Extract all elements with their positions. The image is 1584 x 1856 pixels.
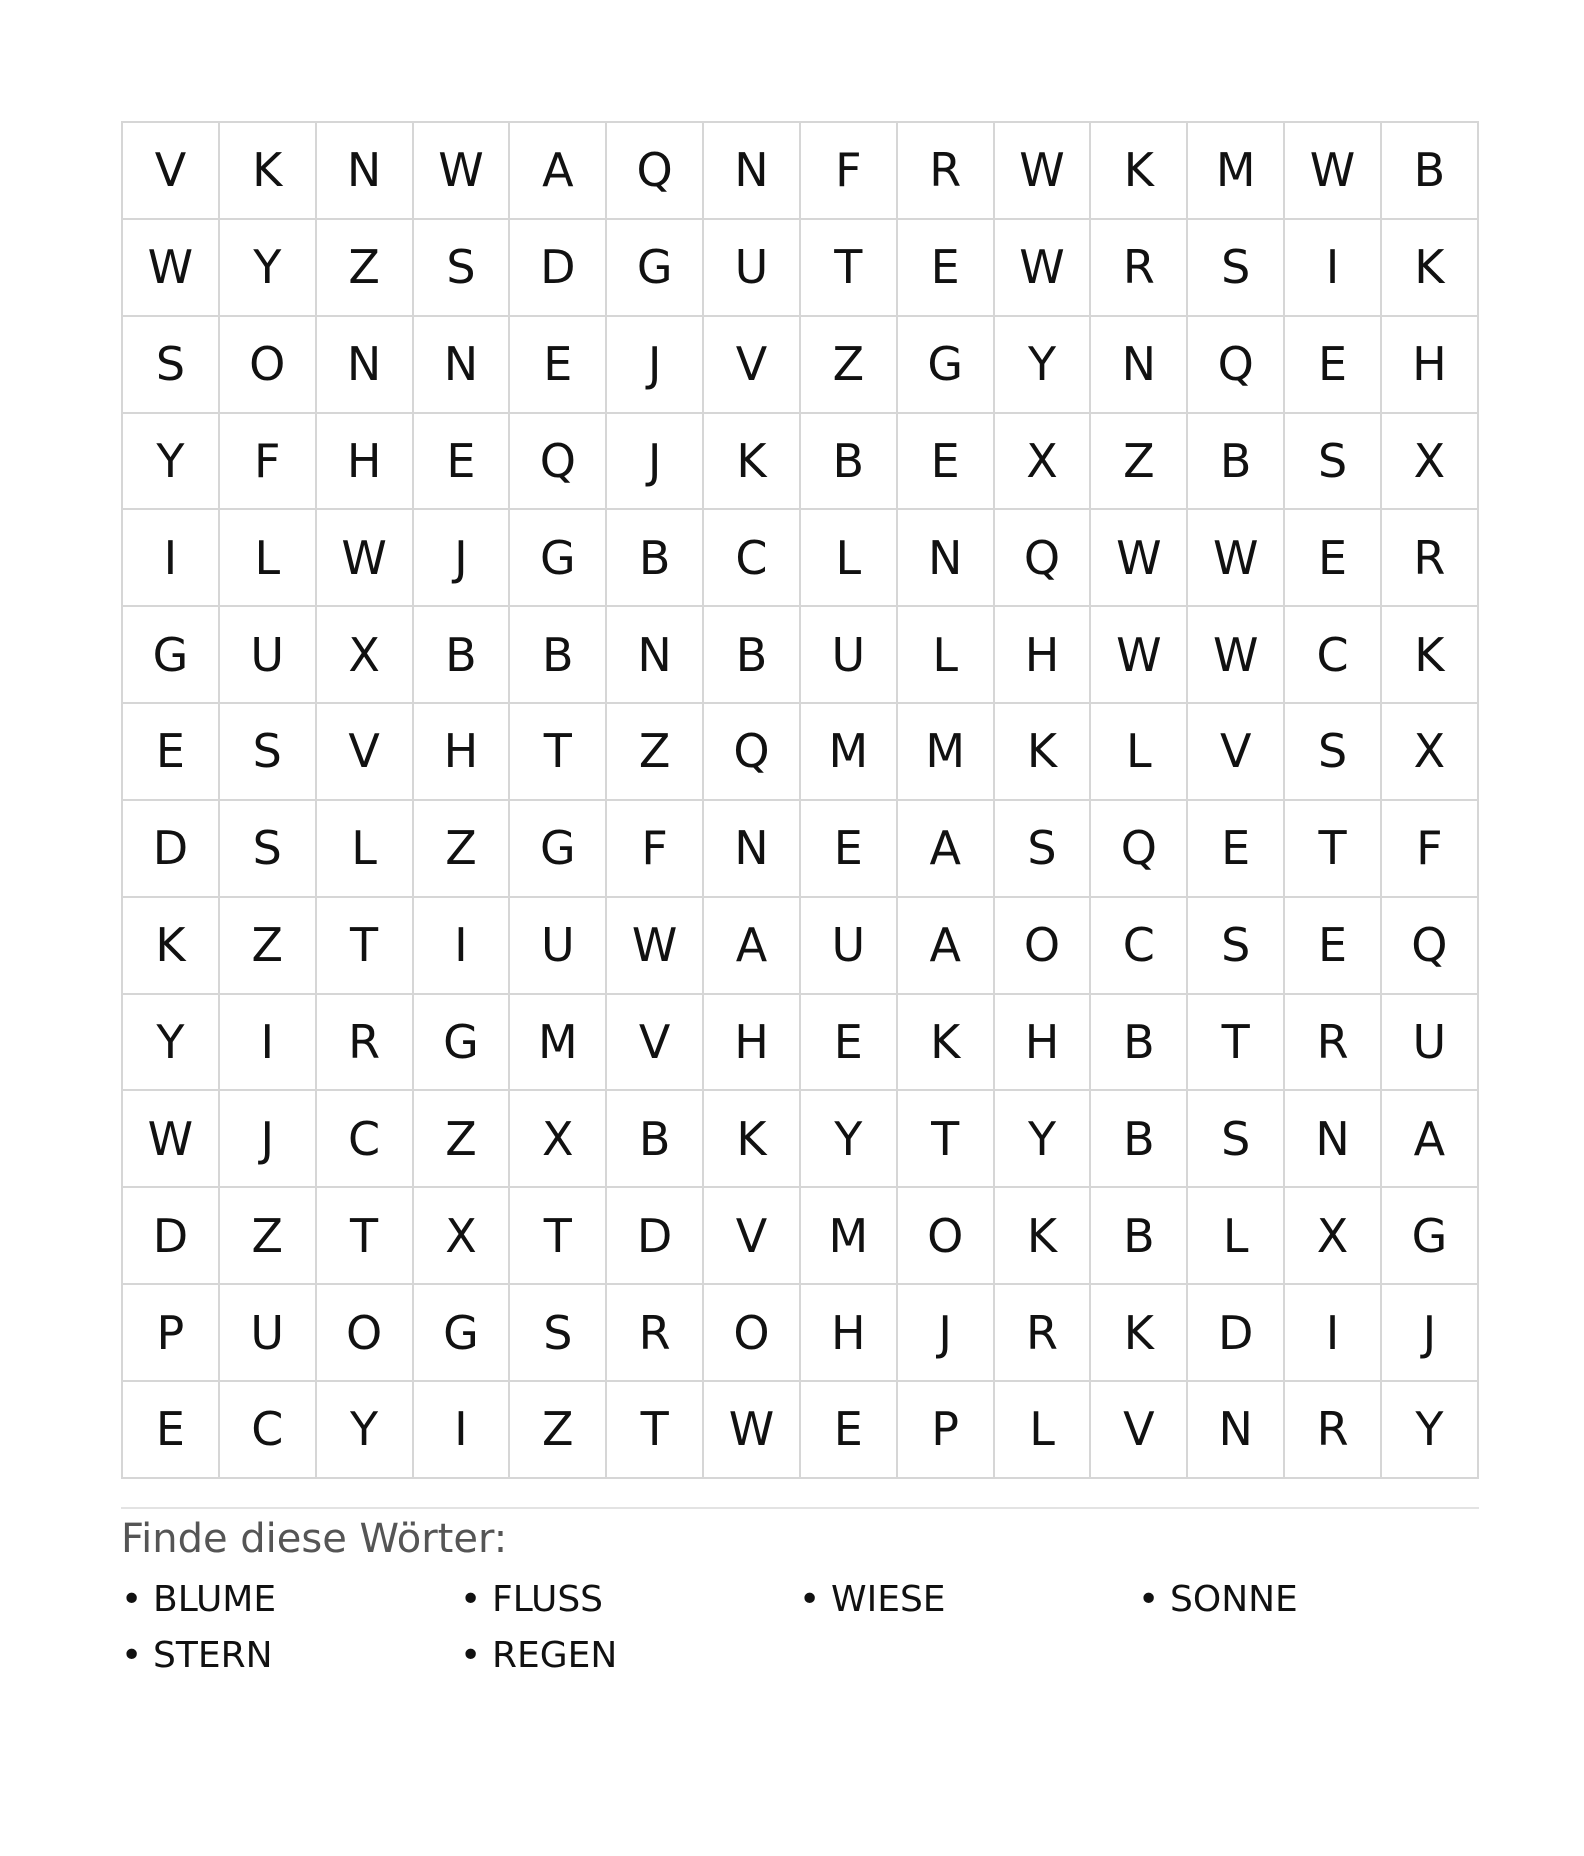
- grid-cell[interactable]: C: [1285, 607, 1382, 704]
- grid-cell[interactable]: Q: [704, 704, 801, 801]
- word-list-item: [460, 1577, 799, 1623]
- grid-cell[interactable]: Z: [220, 1188, 317, 1285]
- grid-cell[interactable]: M: [510, 995, 607, 1092]
- grid-cell[interactable]: R: [898, 123, 995, 220]
- grid-cell[interactable]: D: [510, 220, 607, 317]
- grid-cell[interactable]: P: [123, 1285, 220, 1382]
- word-label: BLUME: [153, 1578, 277, 1620]
- grid-cell[interactable]: X: [1382, 704, 1479, 801]
- grid-cell[interactable]: K: [1382, 607, 1479, 704]
- grid-cell[interactable]: S: [1188, 220, 1285, 317]
- grid-cell[interactable]: X: [317, 607, 414, 704]
- grid-cell[interactable]: D: [123, 1188, 220, 1285]
- grid-cell[interactable]: Q: [995, 510, 1092, 607]
- grid-cell[interactable]: Z: [510, 1382, 607, 1479]
- grid-cell[interactable]: D: [607, 1188, 704, 1285]
- grid-cell[interactable]: Y: [995, 317, 1092, 414]
- grid-cell[interactable]: Z: [801, 317, 898, 414]
- grid-cell[interactable]: J: [898, 1285, 995, 1382]
- grid-cell[interactable]: W: [317, 510, 414, 607]
- grid-cell[interactable]: S: [220, 801, 317, 898]
- grid-cell[interactable]: K: [704, 1091, 801, 1188]
- word-list-item: [1138, 1577, 1477, 1623]
- word-list-item: [121, 1633, 460, 1679]
- grid-cell[interactable]: F: [607, 801, 704, 898]
- word-label: FLUSS: [492, 1578, 604, 1620]
- grid-cell[interactable]: S: [510, 1285, 607, 1382]
- grid-cell[interactable]: B: [704, 607, 801, 704]
- grid-cell[interactable]: Y: [123, 414, 220, 511]
- grid-cell[interactable]: A: [510, 123, 607, 220]
- grid-cell[interactable]: T: [898, 1091, 995, 1188]
- grid-cell[interactable]: W: [123, 1091, 220, 1188]
- grid-cell[interactable]: Y: [220, 220, 317, 317]
- bullet-icon: •: [460, 1578, 482, 1620]
- grid-cell[interactable]: B: [801, 414, 898, 511]
- grid-cell[interactable]: N: [317, 317, 414, 414]
- grid-cell[interactable]: R: [1091, 220, 1188, 317]
- grid-cell[interactable]: J: [414, 510, 511, 607]
- grid-cell[interactable]: M: [801, 1188, 898, 1285]
- grid-cell[interactable]: I: [220, 995, 317, 1092]
- grid-cell[interactable]: X: [995, 414, 1092, 511]
- grid-cell[interactable]: S: [1188, 1091, 1285, 1188]
- grid-cell[interactable]: I: [414, 1382, 511, 1479]
- grid-cell[interactable]: G: [898, 317, 995, 414]
- word-list-item: [121, 1577, 460, 1623]
- grid-cell[interactable]: E: [414, 414, 511, 511]
- grid-cell[interactable]: O: [704, 1285, 801, 1382]
- grid-cell[interactable]: W: [1285, 123, 1382, 220]
- grid-cell[interactable]: O: [898, 1188, 995, 1285]
- grid-cell[interactable]: U: [220, 607, 317, 704]
- grid-cell[interactable]: M: [1188, 123, 1285, 220]
- grid-cell[interactable]: K: [995, 704, 1092, 801]
- letter-grid: [121, 121, 1479, 1479]
- grid-cell[interactable]: H: [704, 995, 801, 1092]
- grid-cell[interactable]: W: [607, 898, 704, 995]
- grid-cell[interactable]: R: [1285, 1382, 1382, 1479]
- grid-cell[interactable]: F: [801, 123, 898, 220]
- grid-cell[interactable]: B: [1091, 1091, 1188, 1188]
- grid-cell[interactable]: E: [510, 317, 607, 414]
- grid-cell[interactable]: D: [123, 801, 220, 898]
- grid-cell[interactable]: K: [1091, 123, 1188, 220]
- grid-cell[interactable]: B: [607, 510, 704, 607]
- grid-cell[interactable]: T: [510, 704, 607, 801]
- grid-cell[interactable]: G: [510, 801, 607, 898]
- grid-cell[interactable]: R: [995, 1285, 1092, 1382]
- grid-cell[interactable]: K: [1091, 1285, 1188, 1382]
- grid-cell[interactable]: S: [1188, 898, 1285, 995]
- grid-cell[interactable]: U: [801, 607, 898, 704]
- words-title: Finde diese Wörter:: [121, 1515, 508, 1562]
- grid-cell[interactable]: G: [414, 995, 511, 1092]
- grid-cell[interactable]: S: [1285, 704, 1382, 801]
- grid-cell[interactable]: C: [704, 510, 801, 607]
- grid-cell[interactable]: B: [414, 607, 511, 704]
- grid-cell[interactable]: Y: [1382, 1382, 1479, 1479]
- grid-cell[interactable]: V: [704, 1188, 801, 1285]
- grid-cell[interactable]: L: [898, 607, 995, 704]
- grid-cell[interactable]: P: [898, 1382, 995, 1479]
- grid-cell[interactable]: A: [898, 898, 995, 995]
- grid-cell[interactable]: S: [220, 704, 317, 801]
- grid-cell[interactable]: V: [704, 317, 801, 414]
- grid-cell[interactable]: X: [1382, 414, 1479, 511]
- grid-cell[interactable]: J: [607, 317, 704, 414]
- grid-cell[interactable]: B: [1091, 995, 1188, 1092]
- grid-cell[interactable]: J: [1382, 1285, 1479, 1382]
- grid-cell[interactable]: R: [317, 995, 414, 1092]
- grid-cell[interactable]: B: [607, 1091, 704, 1188]
- grid-cell[interactable]: N: [704, 801, 801, 898]
- grid-cell[interactable]: L: [1091, 704, 1188, 801]
- grid-cell[interactable]: S: [995, 801, 1092, 898]
- grid-cell[interactable]: E: [1188, 801, 1285, 898]
- grid-cell[interactable]: W: [1091, 510, 1188, 607]
- word-label: STERN: [153, 1634, 273, 1676]
- grid-cell[interactable]: W: [995, 220, 1092, 317]
- grid-cell[interactable]: Z: [607, 704, 704, 801]
- grid-cell[interactable]: Q: [1091, 801, 1188, 898]
- grid-cell[interactable]: E: [123, 704, 220, 801]
- grid-cell[interactable]: X: [1285, 1188, 1382, 1285]
- grid-cell[interactable]: K: [220, 123, 317, 220]
- grid-cell[interactable]: A: [898, 801, 995, 898]
- grid-cell[interactable]: B: [1091, 1188, 1188, 1285]
- grid-cell[interactable]: J: [220, 1091, 317, 1188]
- grid-cell[interactable]: U: [220, 1285, 317, 1382]
- grid-cell[interactable]: J: [607, 414, 704, 511]
- grid-cell[interactable]: W: [123, 220, 220, 317]
- grid-cell[interactable]: Y: [801, 1091, 898, 1188]
- grid-cell[interactable]: R: [607, 1285, 704, 1382]
- grid-cell[interactable]: I: [414, 898, 511, 995]
- grid-cell[interactable]: Z: [1091, 414, 1188, 511]
- grid-cell[interactable]: N: [898, 510, 995, 607]
- grid-cell[interactable]: T: [607, 1382, 704, 1479]
- grid-cell[interactable]: V: [607, 995, 704, 1092]
- grid-cell[interactable]: W: [995, 123, 1092, 220]
- grid-cell[interactable]: B: [1382, 123, 1479, 220]
- word-label: REGEN: [492, 1634, 618, 1676]
- grid-cell[interactable]: F: [1382, 801, 1479, 898]
- grid-cell[interactable]: K: [1382, 220, 1479, 317]
- grid-cell[interactable]: V: [1091, 1382, 1188, 1479]
- grid-cell[interactable]: Y: [123, 995, 220, 1092]
- word-list-item: [799, 1577, 1138, 1623]
- grid-cell[interactable]: R: [1382, 510, 1479, 607]
- grid-cell[interactable]: Q: [1188, 317, 1285, 414]
- grid-cell[interactable]: L: [220, 510, 317, 607]
- bullet-icon: •: [1138, 1578, 1160, 1620]
- grid-cell[interactable]: G: [414, 1285, 511, 1382]
- grid-cell[interactable]: S: [414, 220, 511, 317]
- grid-cell[interactable]: L: [1188, 1188, 1285, 1285]
- grid-cell[interactable]: N: [414, 317, 511, 414]
- grid-cell[interactable]: Y: [317, 1382, 414, 1479]
- grid-cell[interactable]: G: [607, 220, 704, 317]
- grid-cell[interactable]: N: [607, 607, 704, 704]
- grid-cell[interactable]: H: [995, 607, 1092, 704]
- grid-cell[interactable]: U: [510, 898, 607, 995]
- grid-cell[interactable]: O: [995, 898, 1092, 995]
- grid-cell[interactable]: L: [801, 510, 898, 607]
- grid-cell[interactable]: Q: [607, 123, 704, 220]
- grid-cell[interactable]: I: [1285, 220, 1382, 317]
- grid-cell[interactable]: E: [1285, 317, 1382, 414]
- grid-cell[interactable]: K: [995, 1188, 1092, 1285]
- grid-cell[interactable]: I: [1285, 1285, 1382, 1382]
- grid-cell[interactable]: Z: [220, 898, 317, 995]
- grid-cell[interactable]: K: [123, 898, 220, 995]
- grid-cell[interactable]: N: [1091, 317, 1188, 414]
- grid-cell[interactable]: H: [1382, 317, 1479, 414]
- grid-cell[interactable]: E: [801, 801, 898, 898]
- grid-cell[interactable]: Y: [995, 1091, 1092, 1188]
- grid-cell[interactable]: W: [1188, 510, 1285, 607]
- grid-cell[interactable]: A: [1382, 1091, 1479, 1188]
- grid-cell[interactable]: Z: [414, 1091, 511, 1188]
- grid-cell[interactable]: K: [898, 995, 995, 1092]
- grid-cell[interactable]: Q: [1382, 898, 1479, 995]
- grid-cell[interactable]: O: [317, 1285, 414, 1382]
- grid-cell[interactable]: Q: [510, 414, 607, 511]
- grid-cell[interactable]: E: [1285, 510, 1382, 607]
- grid-cell[interactable]: I: [123, 510, 220, 607]
- grid-cell[interactable]: V: [123, 123, 220, 220]
- grid-cell[interactable]: T: [801, 220, 898, 317]
- grid-cell[interactable]: M: [801, 704, 898, 801]
- divider: [121, 1507, 1479, 1509]
- grid-cell[interactable]: C: [220, 1382, 317, 1479]
- grid-cell[interactable]: A: [704, 898, 801, 995]
- bullet-icon: •: [121, 1578, 143, 1620]
- grid-cell[interactable]: V: [317, 704, 414, 801]
- bullet-icon: •: [121, 1634, 143, 1676]
- grid-cell[interactable]: M: [898, 704, 995, 801]
- grid-cell[interactable]: E: [801, 995, 898, 1092]
- grid-cell[interactable]: S: [123, 317, 220, 414]
- grid-cell[interactable]: V: [1188, 704, 1285, 801]
- grid-cell[interactable]: W: [414, 123, 511, 220]
- bullet-icon: •: [799, 1578, 821, 1620]
- grid-cell[interactable]: G: [1382, 1188, 1479, 1285]
- grid-cell[interactable]: T: [317, 898, 414, 995]
- grid-cell[interactable]: S: [1285, 414, 1382, 511]
- grid-cell[interactable]: U: [1382, 995, 1479, 1092]
- grid-cell[interactable]: K: [704, 414, 801, 511]
- grid-cell[interactable]: H: [414, 704, 511, 801]
- grid-cell[interactable]: H: [995, 995, 1092, 1092]
- grid-cell[interactable]: R: [1285, 995, 1382, 1092]
- grid-cell[interactable]: H: [801, 1285, 898, 1382]
- grid-cell[interactable]: N: [317, 123, 414, 220]
- grid-cell[interactable]: T: [1188, 995, 1285, 1092]
- grid-cell[interactable]: T: [510, 1188, 607, 1285]
- grid-cell[interactable]: C: [1091, 898, 1188, 995]
- grid-cell[interactable]: N: [1285, 1091, 1382, 1188]
- grid-cell[interactable]: N: [704, 123, 801, 220]
- grid-cell[interactable]: E: [123, 1382, 220, 1479]
- grid-cell[interactable]: W: [1091, 607, 1188, 704]
- grid-cell[interactable]: E: [1285, 898, 1382, 995]
- grid-cell[interactable]: G: [123, 607, 220, 704]
- grid-cell[interactable]: Z: [317, 220, 414, 317]
- word-list: [121, 1577, 1477, 1679]
- grid-cell[interactable]: U: [704, 220, 801, 317]
- grid-cell[interactable]: X: [510, 1091, 607, 1188]
- grid-cell[interactable]: D: [1188, 1285, 1285, 1382]
- grid-cell[interactable]: L: [995, 1382, 1092, 1479]
- grid-cell[interactable]: H: [317, 414, 414, 511]
- grid-cell[interactable]: W: [1188, 607, 1285, 704]
- word-list-item: [460, 1633, 799, 1679]
- grid-cell[interactable]: G: [510, 510, 607, 607]
- word-label: SONNE: [1170, 1578, 1298, 1620]
- grid-cell[interactable]: O: [220, 317, 317, 414]
- grid-cell[interactable]: B: [510, 607, 607, 704]
- grid-cell[interactable]: T: [317, 1188, 414, 1285]
- grid-cell[interactable]: B: [1188, 414, 1285, 511]
- grid-cell[interactable]: W: [704, 1382, 801, 1479]
- grid-cell[interactable]: E: [801, 1382, 898, 1479]
- grid-cell[interactable]: U: [801, 898, 898, 995]
- grid-cell[interactable]: F: [220, 414, 317, 511]
- grid-cell[interactable]: Z: [414, 801, 511, 898]
- grid-cell[interactable]: N: [1188, 1382, 1285, 1479]
- grid-cell[interactable]: E: [898, 414, 995, 511]
- grid-cell[interactable]: T: [1285, 801, 1382, 898]
- grid-cell[interactable]: E: [898, 220, 995, 317]
- grid-cell[interactable]: C: [317, 1091, 414, 1188]
- word-label: WIESE: [831, 1578, 946, 1620]
- grid-cell[interactable]: L: [317, 801, 414, 898]
- grid-cell[interactable]: X: [414, 1188, 511, 1285]
- bullet-icon: •: [460, 1634, 482, 1676]
- word-search-puzzle: [121, 121, 1477, 1679]
